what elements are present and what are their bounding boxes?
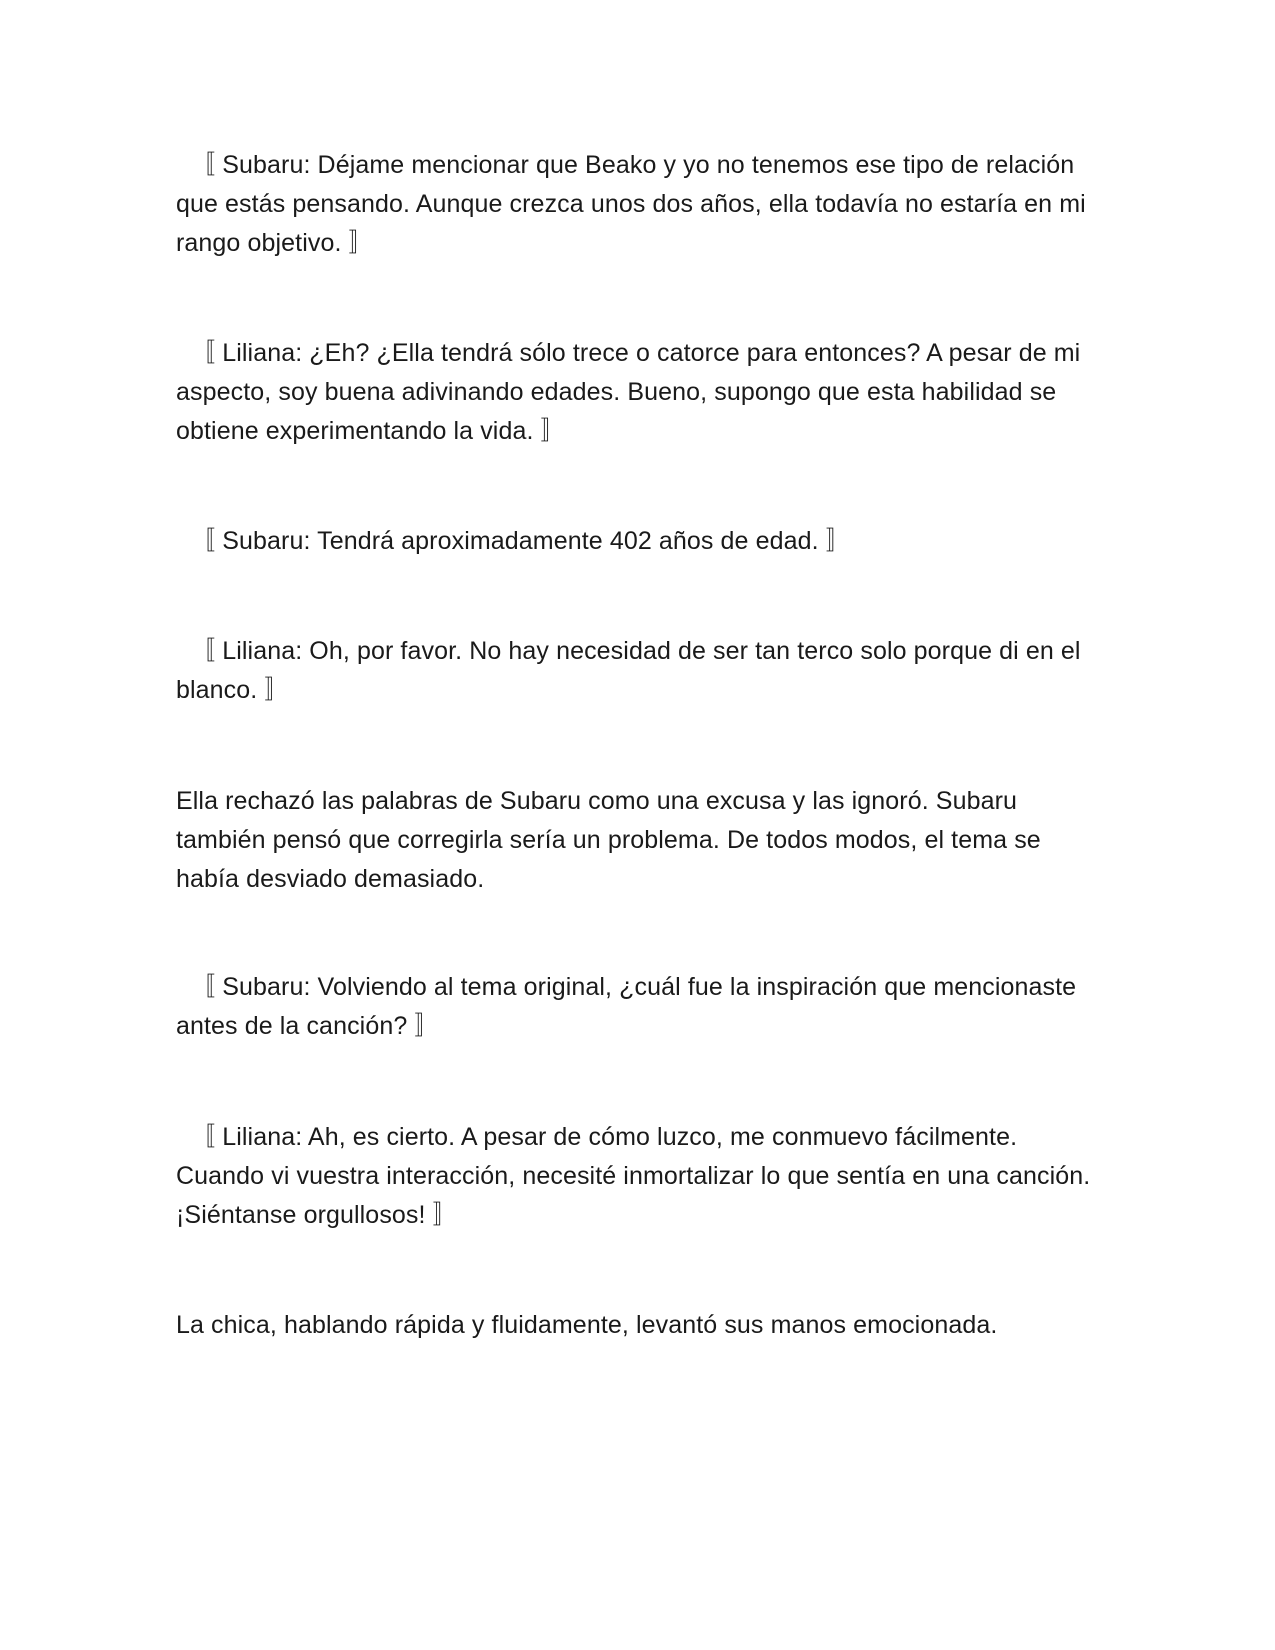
- paragraph-liliana-1: 〚 Liliana: ¿Eh? ¿Ella tendrá sólo trece o catorce para entonces? A pesar de mi aspecto, soy buena adivinando edades. Bueno, supongo que esta habilidad se obtiene experimentando la vida. 〛: [176, 339, 1081, 445]
- paragraph-liliana-3: 〚 Liliana: Ah, es cierto. A pesar de cómo luzco, me conmuevo fácilmente. Cuando vi vuestra interacción, necesité inmortalizar lo que sentía en una canción. ¡Siéntanse orgullosos! 〛: [176, 1123, 1091, 1229]
- paragraph-subaru-3: 〚 Subaru: Volviendo al tema original, ¿cuál fue la inspiración que mencionaste antes de la canción? 〛: [176, 973, 1077, 1040]
- paragraph-narration-1: Ella rechazó las palabras de Subaru como una excusa y las ignoró. Subaru también pensó que corregirla sería un problema. De todos modos, el tema se había desviado demasiado.: [176, 787, 1041, 893]
- paragraph-narration-2: La chica, hablando rápida y fluidamente, levantó sus manos emocionada.: [176, 1311, 998, 1339]
- paragraph-subaru-2: 〚 Subaru: Tendrá aproximadamente 402 años de edad. 〛: [176, 527, 851, 555]
- paragraph-liliana-2: 〚 Liliana: Oh, por favor. No hay necesidad de ser tan terco solo porque di en el blanco. 〛: [176, 637, 1081, 704]
- paragraph-subaru-1: 〚 Subaru: Déjame mencionar que Beako y yo no tenemos ese tipo de relación que estás pensando. Aunque crezca unos dos años, ella todavía no estaría en mi rango objetivo. 〛: [176, 151, 1086, 257]
